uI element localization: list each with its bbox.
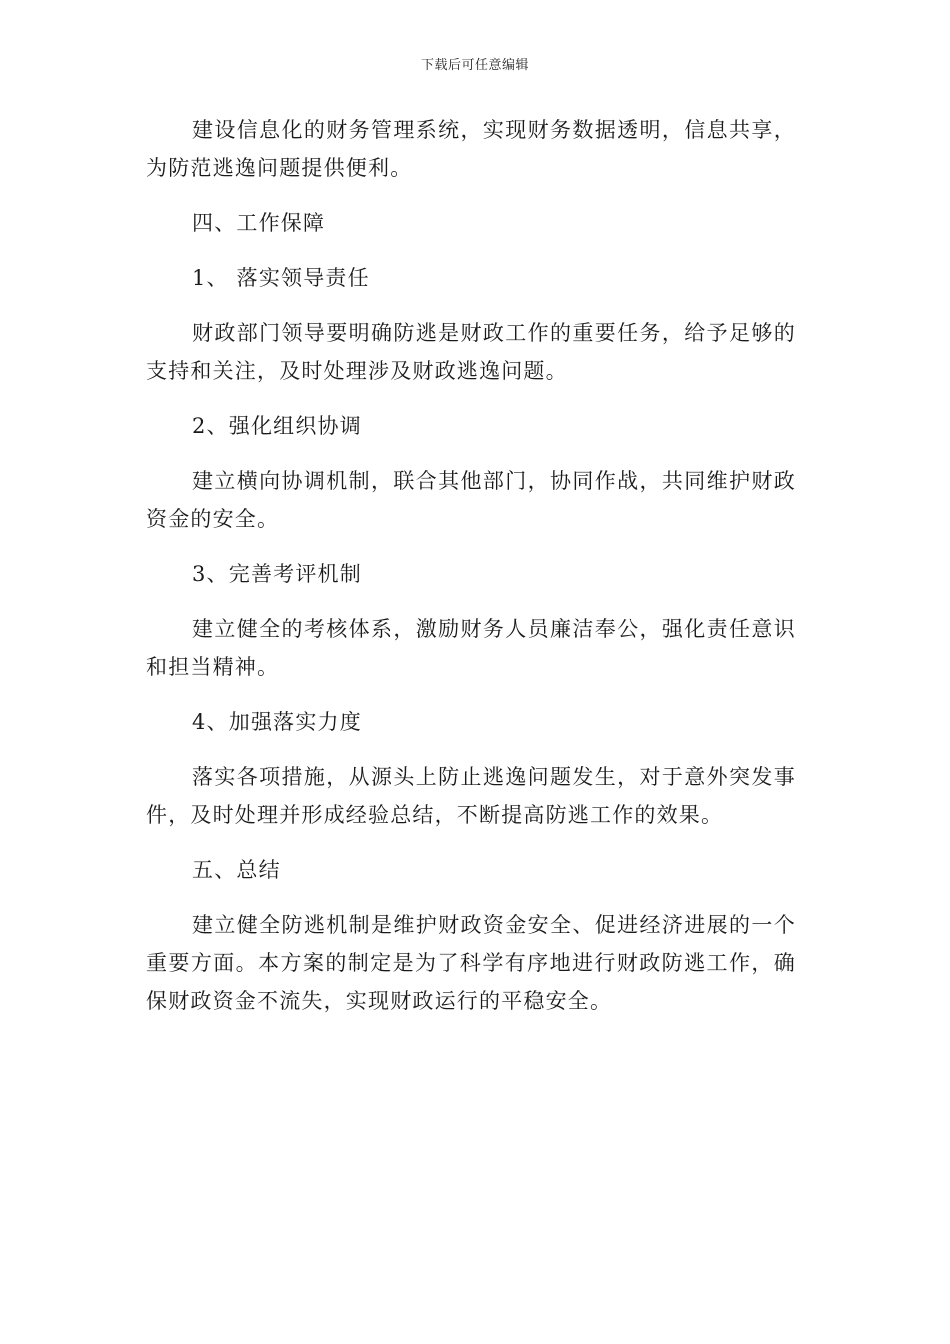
subheading-organization-coordination: 2、强化组织协调 [192,414,362,438]
subheading-leadership-responsibility: 1、 落实领导责任 [192,266,370,290]
subheading-implementation-strength: 4、加强落实力度 [192,710,362,734]
paragraph-evaluation-mechanism: 建立健全的考核体系，激励财务人员廉洁奉公，强化责任意识和担当精神。 [146,617,796,679]
paragraph-info-system: 建设信息化的财务管理系统，实现财务数据透明，信息共享，为防范逃逸问题提供便利。 [146,118,796,180]
document-body [146,111,796,1037]
page-header-note: 下载后可任意编辑 [420,58,529,73]
subheading-evaluation-mechanism: 3、完善考评机制 [192,562,362,586]
section-heading-work-guarantee: 四、工作保障 [192,211,326,235]
paragraph-organization-coordination: 建立横向协调机制，联合其他部门，协同作战，共同维护财政资金的安全。 [146,469,796,531]
paragraph-summary: 建立健全防逃机制是维护财政资金安全、促进经济进展的一个重要方面。本方案的制定是为了科学有序地进行财政防逃工作，确保财政资金不流失，实现财政运行的平稳安全。 [146,913,796,1013]
section-heading-summary: 五、总结 [192,858,281,882]
paragraph-leadership-responsibility: 财政部门领导要明确防逃是财政工作的重要任务，给予足够的支持和关注，及时处理涉及财政逃逸问题。 [146,321,796,383]
paragraph-implementation-strength: 落实各项措施，从源头上防止逃逸问题发生，对于意外突发事件，及时处理并形成经验总结，不断提高防逃工作的效果。 [146,765,796,827]
